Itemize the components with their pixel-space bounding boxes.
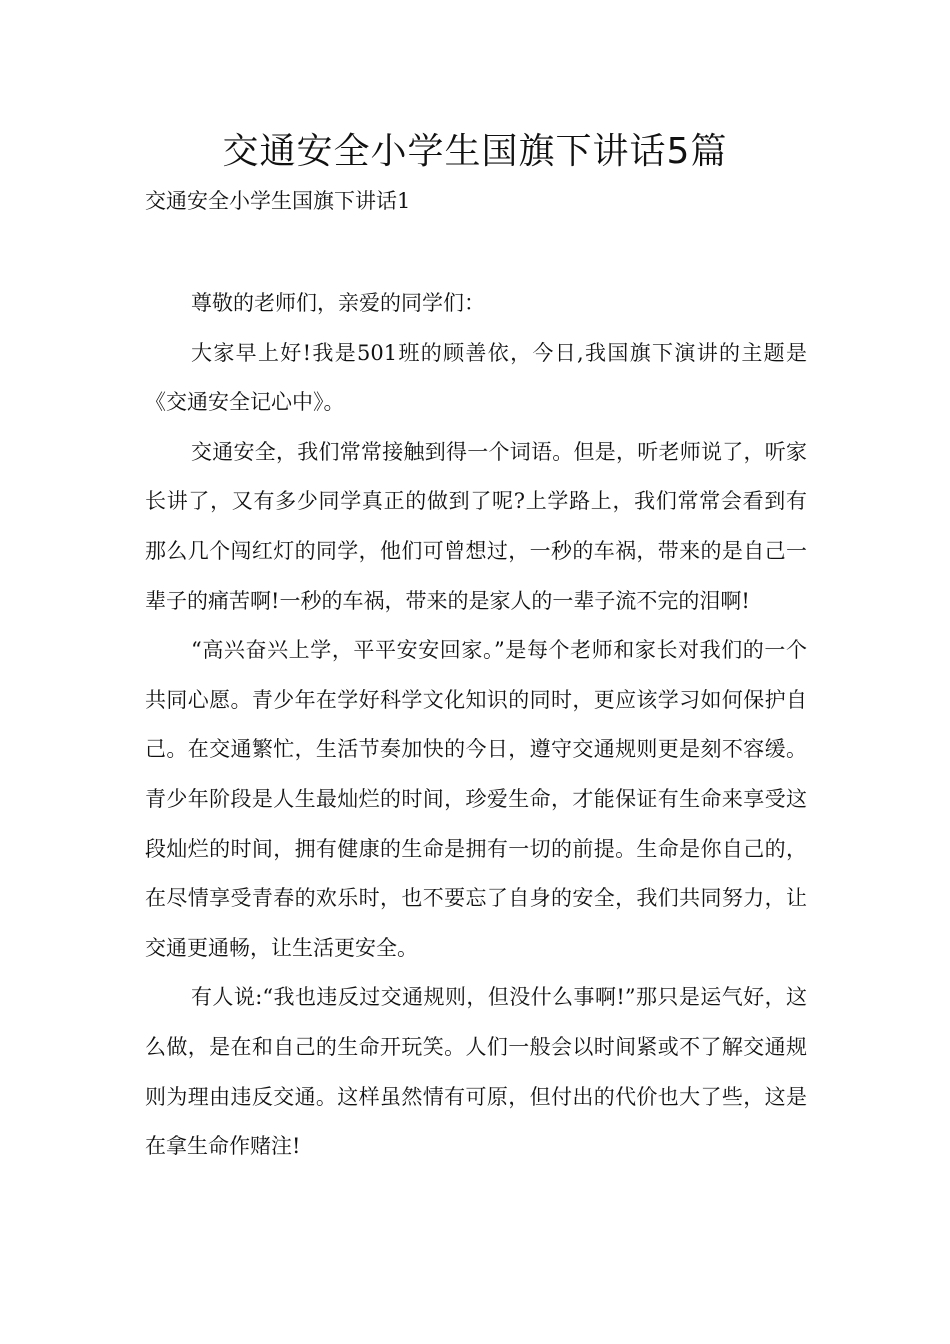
paragraph-traffic-safety: 交通安全，我们常常接触到得一个词语。但是，听老师说了，听家长讲了，又有多少同学真正的做到了呢?上学路上，我们常常会看到有那么几个闯红灯的同学，他们可曾想过，一秒的车祸，带来的是自己一辈子的痛苦啊!一秒的车祸，带来的是家人的一辈子流不完的泪啊! xyxy=(145,439,807,613)
paragraph-warning: 有人说:“我也违反过交通规则，但没什么事啊!”那只是运气好，这么做，是在和自己的生命开玩笑。人们一般会以时间紧或不了解交通规则为理由违反交通。这样虽然情有可原，但付出的代价也大了些，这是在拿生命作赌注! xyxy=(145,985,807,1159)
paragraph-intro: 大家早上好!我是501班的顾善依，今日,我国旗下演讲的主题是《交通安全记心中》。 xyxy=(145,340,807,415)
paragraph-greeting: 尊敬的老师们，亲爱的同学们： xyxy=(191,291,485,315)
body-text xyxy=(145,279,807,1172)
document-title: 交通安全小学生国旗下讲话5篇 xyxy=(222,131,728,172)
section-subtitle: 交通安全小学生国旗下讲话1 xyxy=(145,189,411,213)
paragraph-wish: “高兴奋兴上学，平平安安回家。”是每个老师和家长对我们的一个共同心愿。青少年在学好科学文化知识的同时，更应该学习如何保护自己。在交通繁忙，生活节奏加快的今日，遵守交通规则更是刻不容缓。青少年阶段是人生最灿烂的时间，珍爱生命，才能保证有生命来享受这段灿烂的时间，拥有健康的生命是拥有一切的前提。生命是你自己的，在尽情享受青春的欢乐时，也不要忘了自身的安全，我们共同努力，让交通更通畅，让生活更安全。 xyxy=(145,638,807,960)
